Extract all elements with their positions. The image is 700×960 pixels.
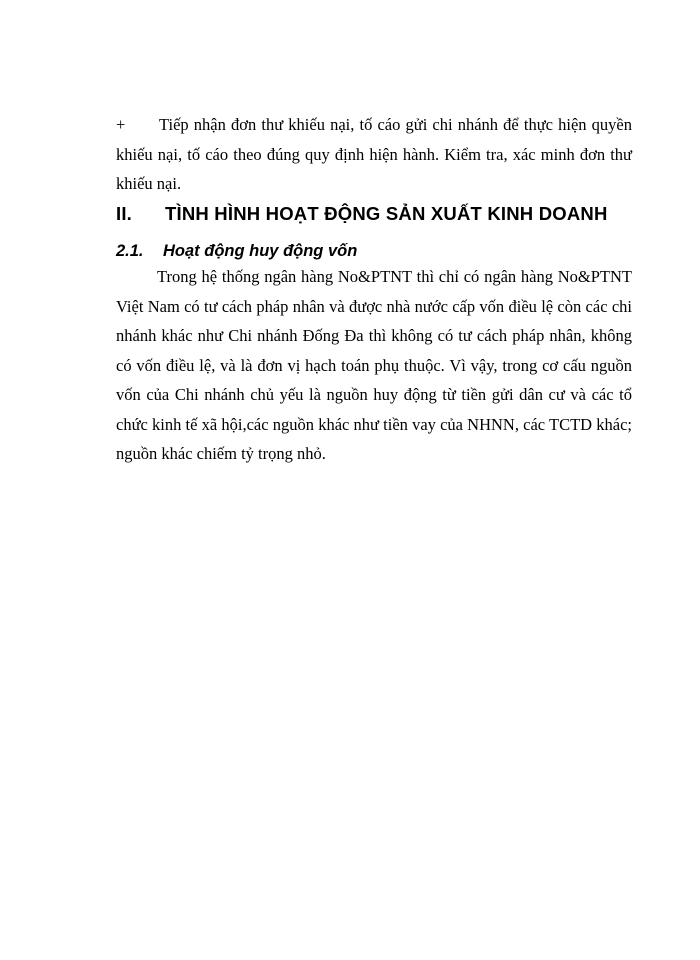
bullet-line-text: Tiếp nhận đơn thư khiếu nại, tố cáo gửi chi nhánh để thực hiện quyền: [159, 115, 632, 134]
paragraph-line: Trong hệ thống ngân hàng No&PTNT thì chỉ có ngân hàng No&PTNT: [157, 267, 632, 286]
subsection-number: 2.1.: [116, 242, 144, 260]
section-heading: [116, 203, 636, 225]
body-paragraph: [116, 262, 632, 469]
paragraph-line: nguồn khác chiếm tỷ trọng nhỏ.: [116, 444, 326, 463]
bullet-line-1: [116, 110, 632, 140]
bullet-marker: +: [116, 115, 126, 134]
section-title: TÌNH HÌNH HOẠT ĐỘNG SẢN XUẤT KINH DOANH: [165, 203, 608, 224]
paragraph-line: Việt Nam có tư cách pháp nhân và được nhà nước cấp vốn điều lệ còn các chi: [116, 296, 632, 316]
subsection-heading: [116, 242, 636, 261]
paragraph-line: nhánh khác như Chi nhánh Đống Đa thì không có tư cách pháp nhân, không: [116, 326, 632, 345]
bullet-item: [116, 110, 632, 199]
subsection-title: Hoạt động huy động vốn: [163, 242, 358, 260]
paragraph-line: vốn của Chi nhánh chủ yếu là nguồn huy động từ tiền gửi dân cư và các tổ: [116, 385, 632, 404]
paragraph-line: có vốn điều lệ, và là đơn vị hạch toán phụ thuộc. Vì vậy, trong cơ cấu nguồn: [116, 355, 632, 375]
bullet-line-2: khiếu nại, tố cáo theo đúng quy định hiện hành. Kiểm tra, xác minh đơn thư: [116, 144, 632, 164]
section-number: II.: [116, 203, 133, 224]
paragraph-line: chức kinh tế xã hội,các nguồn khác như tiền vay của NHNN, các TCTD khác;: [116, 414, 632, 434]
bullet-line-3: khiếu nại.: [116, 174, 182, 193]
